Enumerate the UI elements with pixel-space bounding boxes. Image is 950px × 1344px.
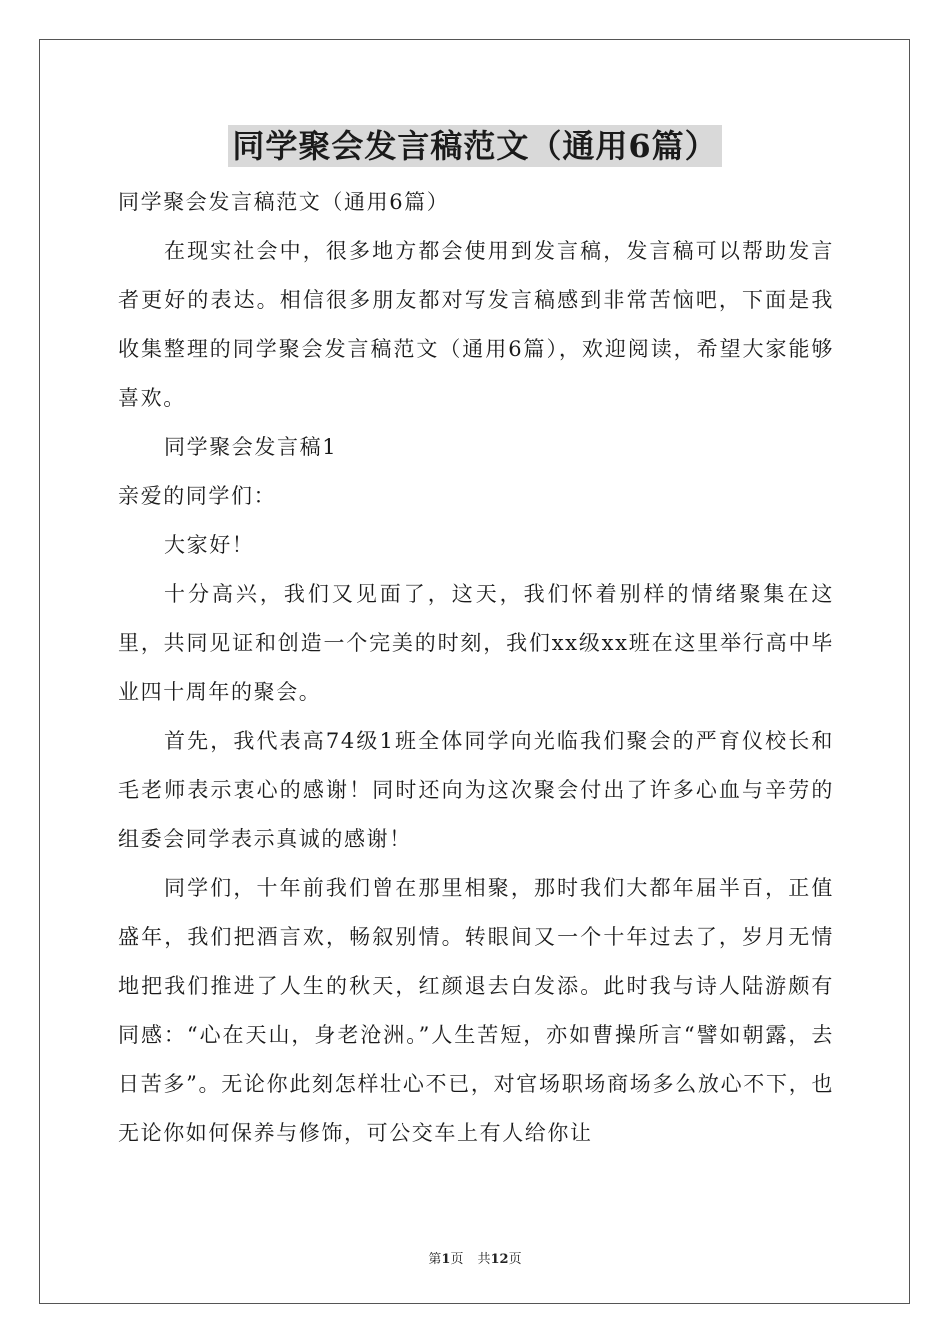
document-body [118,178,834,1158]
paragraph: 亲爱的同学们： [118,484,277,508]
page-total: 共12页 [477,1252,522,1267]
page-number: 第1页 [428,1252,464,1267]
title-container [0,125,950,167]
document-title: 同学聚会发言稿范文（通用6篇） [228,125,721,167]
paragraph: 同学聚会发言稿1 [164,435,338,459]
paragraph: 同学们，十年前我们曾在那里相聚，那时我们大都年届半百，正值盛年，我们把酒言欢，畅叙别情。转眼间又一个十年过去了，岁月无情地把我们推进了人生的秋天，红颜退去白发添。此时我与诗人陆游颇有同感：“心在天山，身老沧洲。”人生苦短，亦如曹操所言“譬如朝露，去日苦多”。无论你此刻怎样壮心不已，对官场职场商场多么放心不下，也无论你如何保养与修饰，可公交车上有人给你让 [118,876,834,1145]
paragraph: 在现实社会中，很多地方都会使用到发言稿，发言稿可以帮助发言者更好的表达。相信很多朋友都对写发言稿感到非常苦恼吧，下面是我收集整理的同学聚会发言稿范文（通用6篇），欢迎阅读，希望大家能够喜欢。 [118,239,834,410]
paragraph: 十分高兴，我们又见面了，这天，我们怀着别样的情绪聚集在这里，共同见证和创造一个完美的时刻，我们xx级xx班在这里举行高中毕业四十周年的聚会。 [118,582,834,704]
paragraph: 首先，我代表高74级1班全体同学向光临我们聚会的严育仪校长和毛老师表示衷心的感谢！同时还向为这次聚会付出了许多心血与辛劳的组委会同学表示真诚的感谢！ [118,729,834,851]
paragraph: 同学聚会发言稿范文（通用6篇） [118,190,450,214]
page-footer [0,1248,950,1267]
paragraph: 大家好！ [164,533,255,557]
